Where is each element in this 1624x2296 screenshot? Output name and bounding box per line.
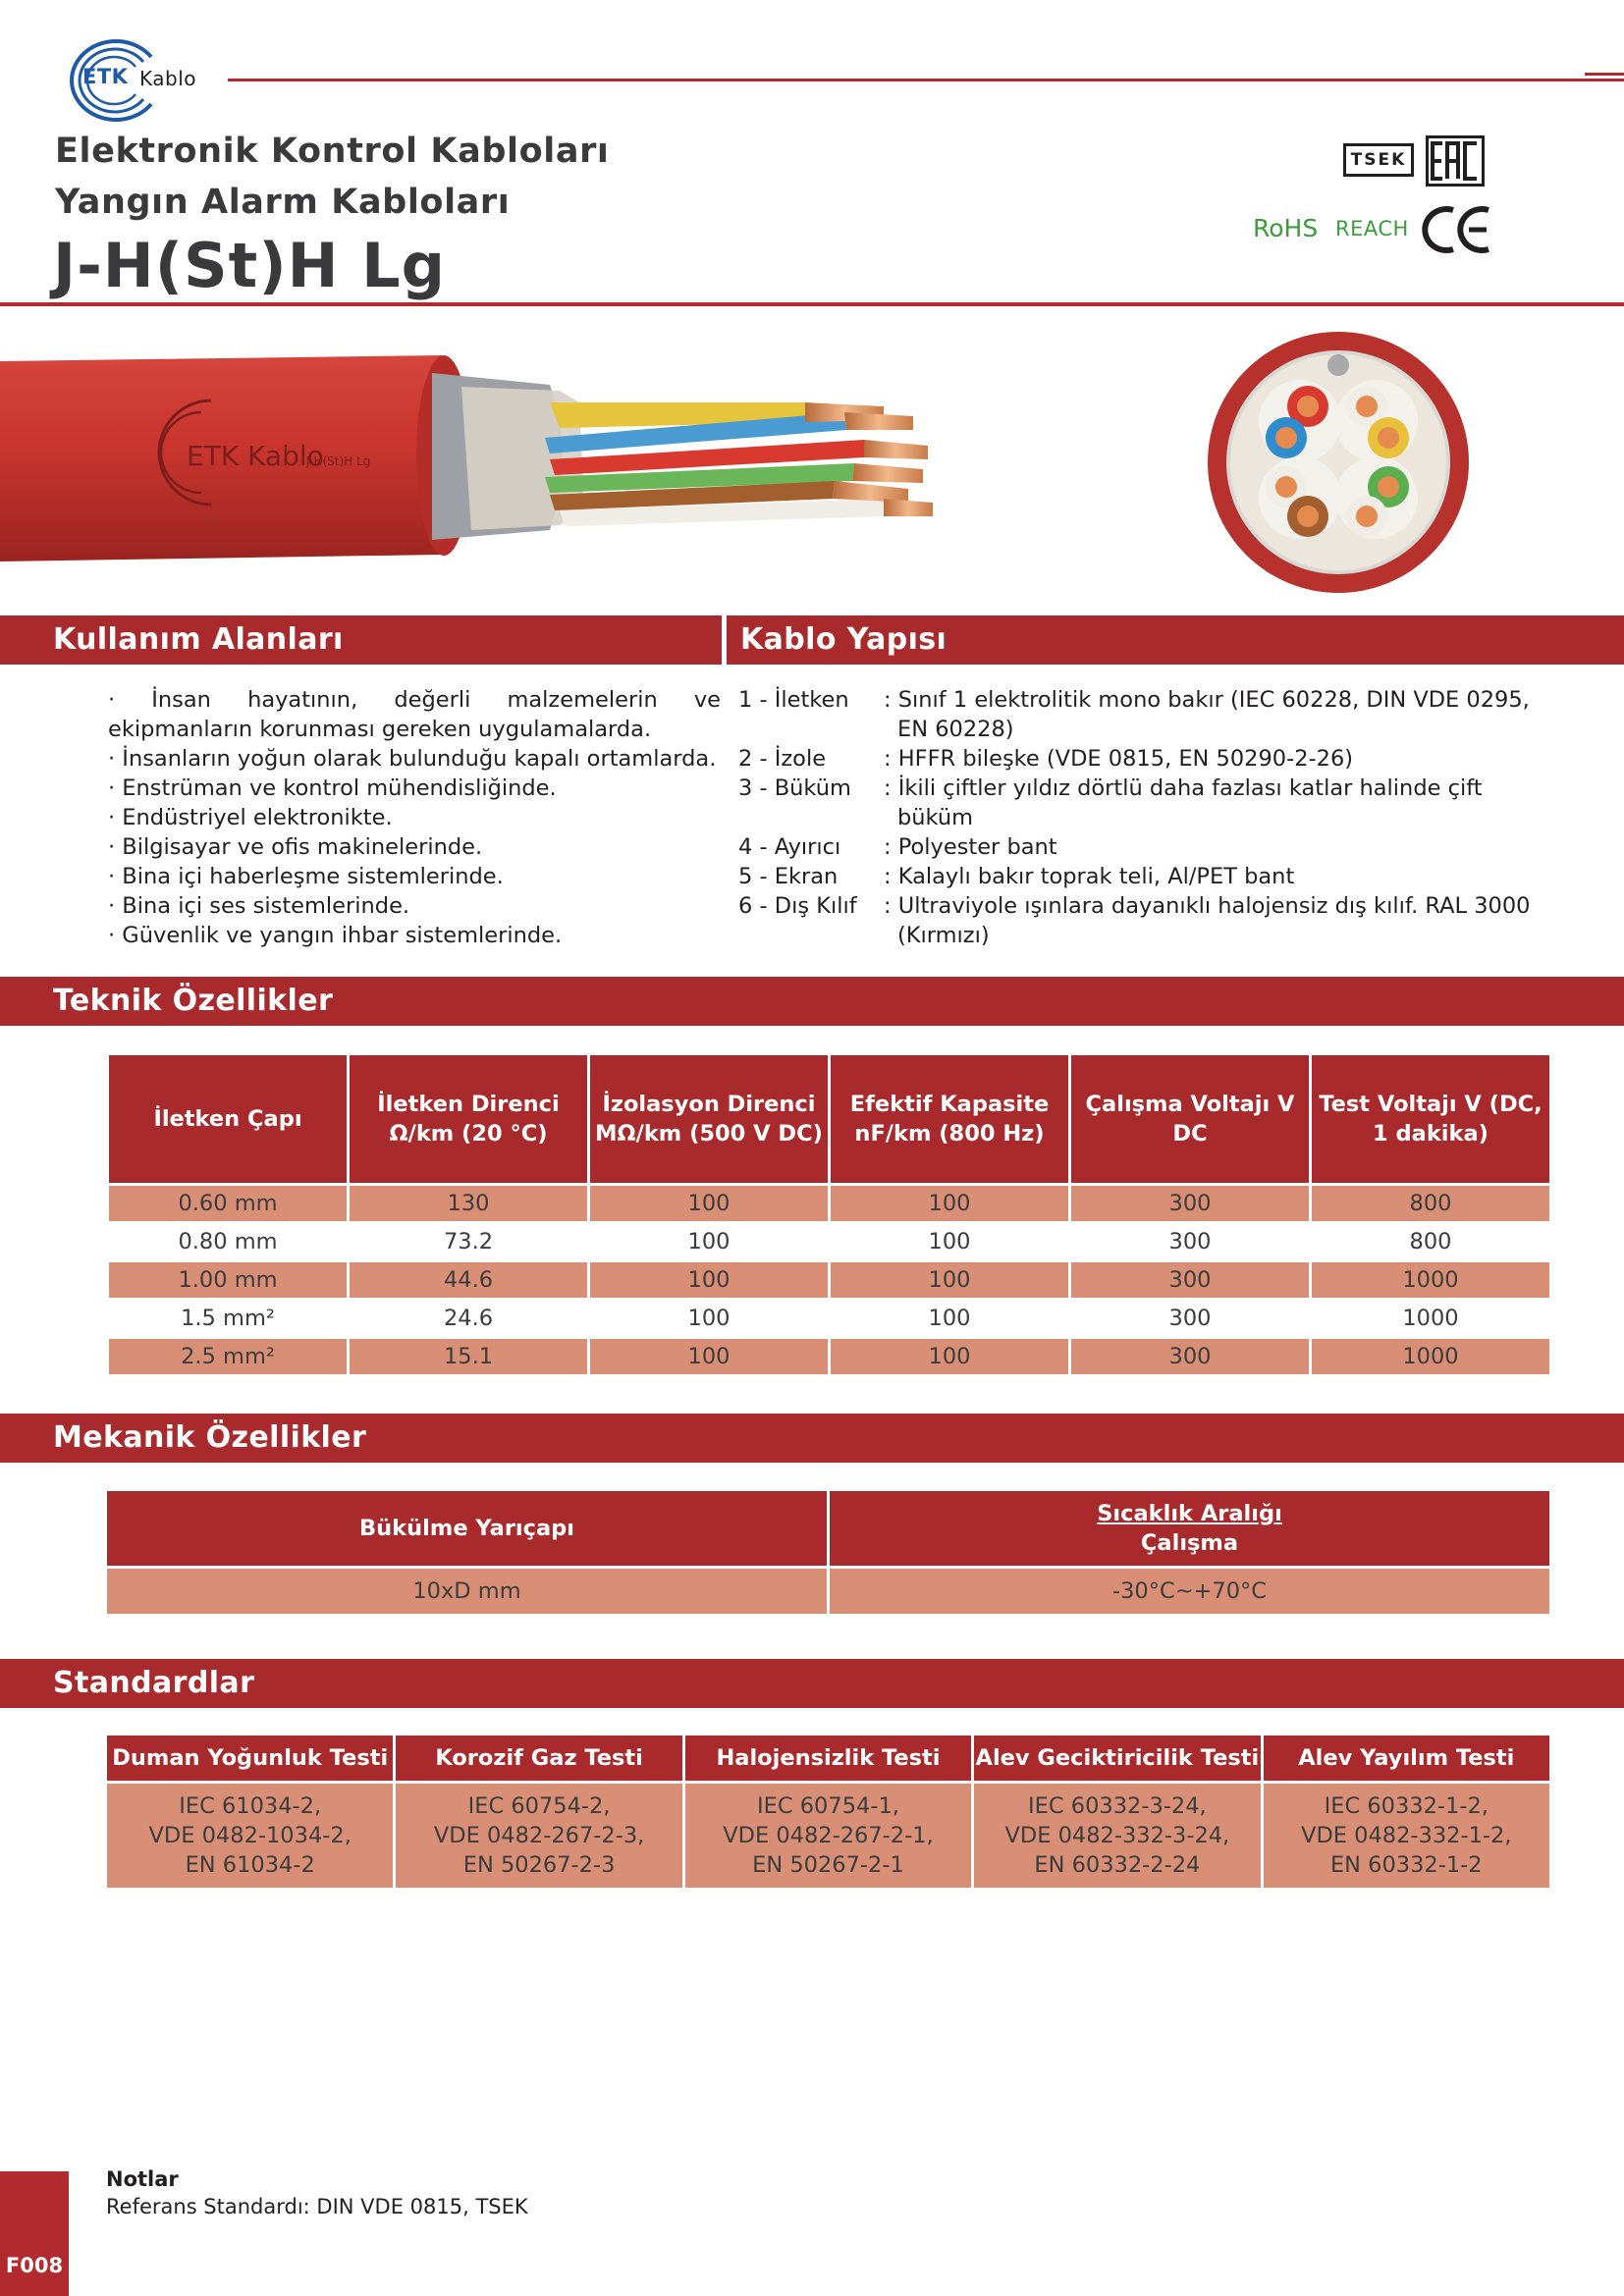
temperature-range-value: -30°C~+70°C <box>830 1569 1549 1614</box>
table-cell: 24.6 <box>443 1306 494 1331</box>
table-cell: 100 <box>590 1339 828 1374</box>
table-cell <box>974 1784 1260 1888</box>
temperature-range-title: Sıcaklık Aralığı <box>1097 1501 1282 1526</box>
standard-line: IEC 60754-2, <box>467 1793 611 1819</box>
header-conductor-resistance: İletken Direnci Ω/km (20 °C) <box>350 1055 587 1183</box>
top-divider-end <box>1585 73 1624 76</box>
standard-line: IEC 60332-3-24, <box>1028 1793 1207 1819</box>
structure-section-header: Kablo Yapısı <box>727 615 1624 665</box>
notes-text: Referans Standardı: DIN VDE 0815, TSEK <box>106 2195 528 2218</box>
reach-badge: REACH <box>1335 217 1409 240</box>
structure-description: : Kalaylı bakır toprak teli, Al/PET bant <box>884 864 1295 889</box>
table-cell: 15.1 <box>350 1339 587 1374</box>
rohs-badge: RoHS <box>1253 214 1319 242</box>
structure-description: : Polyester bant <box>884 834 1057 860</box>
table-cell: 1000 <box>1312 1339 1549 1374</box>
standard-line: EN 50267-2-1 <box>752 1852 904 1878</box>
table-cell: 73.2 <box>443 1229 494 1255</box>
table-cell: 1.00 mm <box>109 1262 347 1298</box>
table-cell: 300 <box>1071 1186 1309 1221</box>
standard-line: EN 60332-1-2 <box>1329 1852 1483 1878</box>
header-divider <box>0 302 1624 306</box>
standard-line: EN 50267-2-3 <box>462 1852 616 1878</box>
table-cell: 100 <box>687 1306 731 1331</box>
structure-item <box>738 832 1559 862</box>
header-bending-radius: Bükülme Yarıçapı <box>107 1491 827 1566</box>
cable-brand-print: ETK Kablo <box>187 440 324 472</box>
mechanical-section-header: Mekanik Özellikler <box>0 1414 1624 1463</box>
table-row <box>107 1784 1549 1888</box>
cable-type-print: J-H(St)H Lg <box>306 454 371 468</box>
usage-list <box>108 685 721 950</box>
page-code: F008 <box>5 2254 64 2277</box>
structure-item <box>738 685 1559 744</box>
table-row <box>109 1262 1549 1298</box>
header-corrosive-gas: Korozif Gaz Testi <box>396 1735 681 1781</box>
structure-description: : Sınıf 1 elektrolitik mono bakır (IEC 60228, DIN VDE 0295, EN 60228) <box>884 687 1530 742</box>
cable-cross-section-image <box>1206 330 1471 595</box>
product-title: J-H(St)H Lg <box>53 230 447 301</box>
structure-item <box>738 862 1559 891</box>
usage-item: · İnsanların yoğun olarak bulunduğu kapalı ortamlarda. <box>108 746 717 772</box>
table-cell: 100 <box>831 1186 1068 1221</box>
subcategory-title: Yangın Alarm Kabloları <box>55 183 511 222</box>
usage-item: · Endüstriyel elektronikte. <box>108 805 393 830</box>
notes-title: Notlar <box>106 2167 179 2191</box>
header-insulation-resistance: İzolasyon Direnci MΩ/km (500 V DC) <box>590 1055 828 1183</box>
category-title: Elektronik Kontrol Kabloları <box>55 132 610 171</box>
table-cell: 130 <box>350 1186 587 1221</box>
standard-line: EN 61034-2 <box>185 1852 315 1878</box>
standard-line: VDE 0482-332-3-24, <box>1004 1823 1230 1848</box>
usage-item: · Güvenlik ve yangın ihbar sistemlerinde. <box>108 923 563 948</box>
table-cell: 100 <box>928 1229 971 1255</box>
table-row <box>109 1301 1549 1336</box>
table-cell: 100 <box>687 1229 731 1255</box>
table-cell: 800 <box>1409 1229 1452 1255</box>
structure-item <box>738 774 1559 832</box>
header-conductor-diameter: İletken Çapı <box>109 1055 347 1183</box>
table-cell: 1000 <box>1312 1262 1549 1298</box>
table-cell: 100 <box>831 1339 1068 1374</box>
usage-item: · Bina içi haberleşme sistemlerinde. <box>108 864 504 889</box>
usage-item: · İnsan hayatının, değerli malzemelerin ve ekipmanların korunması gereken uygulamalarda. <box>108 687 721 742</box>
table-cell <box>685 1784 971 1888</box>
header-flame-propagation: Alev Yayılım Testi <box>1264 1735 1549 1781</box>
table-cell: 100 <box>590 1262 828 1298</box>
cable-product-image <box>0 344 943 589</box>
standard-line: EN 60332-2-24 <box>1034 1852 1201 1878</box>
header-operating-voltage: Çalışma Voltajı V DC <box>1071 1055 1309 1183</box>
standard-line: IEC 60754-1, <box>757 1793 899 1819</box>
table-row <box>109 1186 1549 1221</box>
header-smoke-density: Duman Yoğunluk Testi <box>107 1735 393 1781</box>
table-cell: 1000 <box>1402 1306 1459 1331</box>
structure-item <box>738 744 1559 774</box>
table-cell: 300 <box>1071 1339 1309 1374</box>
standard-line: IEC 61034-2, <box>179 1793 322 1819</box>
table-cell: 0.60 mm <box>109 1186 347 1221</box>
mechanical-specs-table <box>104 1488 1552 1617</box>
table-cell: 300 <box>1168 1229 1212 1255</box>
usage-item: · Enstrüman ve kontrol mühendisliğinde. <box>108 775 557 801</box>
ce-mark-icon <box>1422 204 1492 255</box>
table-row <box>107 1569 1549 1614</box>
structure-label: 1 - İletken <box>738 687 849 713</box>
structure-label: 6 - Dış Kılıf <box>738 893 857 919</box>
standard-line: IEC 60332-1-2, <box>1324 1793 1489 1819</box>
header-test-voltage: Test Voltajı V (DC, 1 dakika) <box>1312 1055 1549 1183</box>
usage-item: · Bina içi ses sistemlerinde. <box>108 893 410 919</box>
table-cell: 300 <box>1168 1306 1212 1331</box>
structure-label: 2 - İzole <box>738 746 827 772</box>
standard-line: VDE 0482-267-2-3, <box>433 1823 645 1848</box>
table-cell <box>396 1784 681 1888</box>
table-row <box>109 1224 1549 1259</box>
bending-radius-value: 10xD mm <box>107 1569 827 1614</box>
structure-label: 4 - Ayırıcı <box>738 834 841 860</box>
standard-line: VDE 0482-1034-2, <box>148 1823 352 1848</box>
structure-description: : İkili çiftler yıldız dörtlü daha fazlası katlar halinde çift büküm <box>884 775 1483 830</box>
table-cell <box>1264 1784 1549 1888</box>
etk-kablo-logo <box>53 35 220 124</box>
table-cell: 300 <box>1071 1262 1309 1298</box>
logo-kablo-text: Kablo <box>139 67 197 90</box>
structure-description: : Ultraviyole ışınlara dayanıklı halojensiz dış kılıf. RAL 3000 (Kırmızı) <box>884 893 1531 948</box>
standards-table <box>104 1733 1552 1891</box>
table-cell: 44.6 <box>350 1262 587 1298</box>
structure-label: 3 - Büküm <box>738 775 851 801</box>
table-cell <box>107 1784 393 1888</box>
top-divider <box>228 79 1624 81</box>
usage-item: · Bilgisayar ve ofis makinelerinde. <box>108 834 483 860</box>
structure-list <box>738 685 1559 950</box>
table-header-row <box>107 1735 1549 1781</box>
usage-section-header: Kullanım Alanları <box>0 615 722 665</box>
table-header-row <box>109 1055 1549 1183</box>
table-cell: 0.80 mm <box>178 1229 278 1255</box>
header-halogen-free: Halojensizlik Testi <box>685 1735 971 1781</box>
table-cell: 800 <box>1312 1186 1549 1221</box>
structure-item <box>738 891 1559 950</box>
header-temperature-range <box>830 1491 1549 1566</box>
header-flame-retardant: Alev Geciktiricilik Testi <box>974 1735 1260 1781</box>
structure-description: : HFFR bileşke (VDE 0815, EN 50290-2-26) <box>884 746 1354 772</box>
logo-etk-text: ETK <box>82 65 129 88</box>
table-cell: 1.5 mm² <box>181 1306 275 1331</box>
table-cell: 100 <box>831 1262 1068 1298</box>
technical-section-header: Teknik Özellikler <box>0 977 1624 1026</box>
eac-mark-icon <box>1426 135 1485 187</box>
table-cell: 2.5 mm² <box>109 1339 347 1374</box>
table-cell: 100 <box>928 1306 971 1331</box>
technical-specs-table <box>106 1052 1552 1377</box>
table-row <box>109 1339 1549 1374</box>
table-cell: 100 <box>590 1186 828 1221</box>
standards-section-header: Standardlar <box>0 1659 1624 1708</box>
tsek-badge: TSEK <box>1343 143 1414 177</box>
table-header-row <box>107 1491 1549 1566</box>
structure-label: 5 - Ekran <box>738 864 839 889</box>
standard-line: VDE 0482-332-1-2, <box>1301 1823 1512 1848</box>
temperature-range-subtitle: Çalışma <box>1140 1530 1239 1556</box>
standard-line: VDE 0482-267-2-1, <box>723 1823 934 1848</box>
header-capacitance: Efektif Kapasite nF/km (800 Hz) <box>831 1055 1068 1183</box>
